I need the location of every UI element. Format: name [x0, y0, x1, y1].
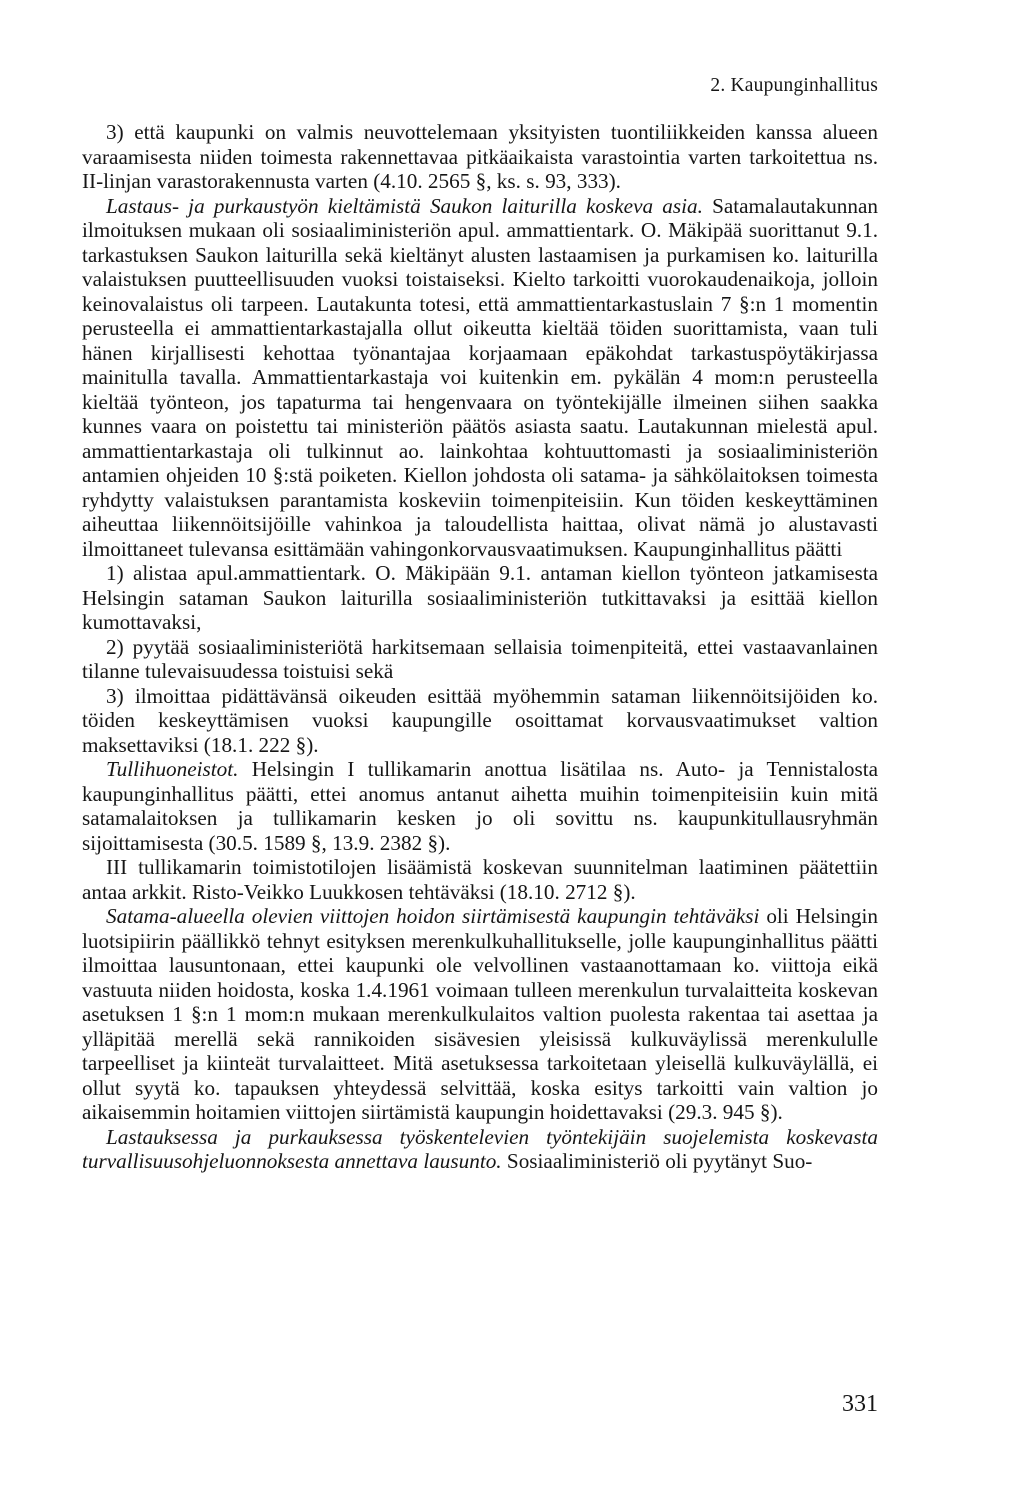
paragraph-text: 3) ilmoittaa pidättävänsä oikeuden esittää myöhemmin sataman liikennöitsijöiden ko. töiden keskeyttämisen vuoksi kaupungille osoittamat korvausvaatimukset valtion maksettaviksi (18.1. 222 §). [82, 683, 878, 757]
paragraph-p3 [82, 561, 878, 635]
paragraph-text: Helsingin I tullikamarin anottua lisätilaa ns. Auto- ja Tennistalosta kaupunginhallitus päätti, ettei anomus antanut aihetta muihin toimenpiteisiin kuin mitä satamalaitoksen ja tullikamarin kesken jo oli sovittu ns. kaupunkitullausryhmän sijoittamisesta (30.5. 1589 §, 13.9. 2382 §). [82, 757, 878, 855]
paragraph-p7 [82, 855, 878, 904]
paragraph-heading: Lastaus- ja purkaustyön kieltämistä Saukon laiturilla koskeva asia. [106, 193, 703, 218]
paragraph-p1 [82, 120, 878, 194]
paragraph-heading: Tullihuoneistot. [106, 757, 239, 781]
running-header: 2. Kaupunginhallitus [710, 75, 878, 96]
paragraph-p4 [82, 635, 878, 684]
paragraph-text: 3) että kaupunki on valmis neuvottelemaan yksityisten tuontiliikkeiden kanssa alueen varaamisesta niiden toimesta rakennettavaa pitkäaikaista varastointia varten tarkoitettua ns. II-linjan varastorakennusta varten (4.10. 2565 §, ks. s. 93, 333). [82, 120, 878, 193]
paragraph-heading: Satama-alueella olevien viittojen hoidon siirtämisestä kaupungin tehtäväksi [106, 904, 760, 928]
paragraph-p5 [82, 684, 878, 758]
paragraph-text: oli Helsingin luotsipiirin päällikkö tehnyt esityksen merenkulkuhallitukselle, jolle kaupunginhallitus päätti ilmoittaa lausuntonaan, ettei kaupunki ole velvollinen vastaanottamaan ko. viittoja eikä vastuuta niiden hoidosta, koska 1.4.1961 voimaan tulleen merenkulun turvalaitteita koskevan asetuksen 1 §:n 1 mom:n mukaan merenkulkulaitos valtion puolesta rakentaa tai asettaa ja ylläpitää merellä sekä rannikoiden sisävesien yleisissä kulkuväylissä merenkululle tarpeelliset ja kiinteät turvalaitteet. Mitä asetuksessa tarkoitetaan yleisellä kulkuväylällä, ei ollut syytä ko. tapauksen yhteydessä selvittää, koska esitys tarkoitti vain valtion jo aikaisemmin hoitamien viittojen siirtämistä kaupungin hoidettavaksi (29.3. 945 §). [82, 904, 878, 1124]
paragraph-p6 [82, 757, 878, 855]
document-body [82, 120, 878, 1174]
paragraph-text: 1) alistaa apul.ammattientark. O. Mäkipään 9.1. antaman kiellon työnteon jatkamisesta Helsingin sataman Saukon laiturilla sosiaaliministeriön tutkittavaksi ja esittää kiellon kumottavaksi, [82, 561, 878, 634]
paragraph-heading: Lastauksessa ja purkauksessa työskentelevien työntekijäin suojelemista koskevasta turvallisuusohjeluonnoksesta annettava lausunto. [82, 1124, 878, 1173]
paragraph-p2 [82, 194, 878, 562]
page-number: 331 [842, 1391, 878, 1417]
paragraph-text: III tullikamarin toimistotilojen lisäämistä koskevan suunnitelman laatiminen päätettiin antaa arkkit. Risto-Veikko Luukkosen tehtäväksi (18.10. 2712 §). [82, 855, 878, 904]
paragraph-p9 [82, 1125, 878, 1174]
paragraph-text: 2) pyytää sosiaaliministeriötä harkitsemaan sellaisia toimenpiteitä, ettei vastaavanlainen tilanne tulevaisuudessa toistuisi sekä [82, 634, 878, 683]
paragraph-text: Sosiaaliministeriö oli pyytänyt Suo- [501, 1149, 813, 1173]
paragraph-text: Satamalautakunnan ilmoituksen mukaan oli sosiaaliministeriön apul. ammattientark. O. Mäkipää suorittanut 9.1. tarkastuksen Saukon laiturilla sekä kieltänyt alusten lastaamisen ja purkamisen ko. laiturilla valaistuksen puutteellisuuden vuoksi toistaiseksi. Kielto tarkoitti vuorokaudenaikoja, jolloin keinovalaistus oli tarpeen. Lautakunta totesi, että ammattientarkastuslain 7 §:n 1 momentin perusteella ei ammattientarkastajalla ollut oikeutta kieltää töiden suorittamista, vaan tuli hänen kirjallisesti kehottaa työnantajaa korjaamaan epäkohdat tarkastuspöytäkirjassa mainitulla tavalla. Ammattientarkastaja voi kuitenkin em. pykälän 4 mom:n perusteella kieltää työnteon, jos tapaturma tai hengenvaara on työntekijälle ilmeinen siihen saakka kunnes vaara on poistettu tai ministeriön päätös asiasta saatu. Lautakunnan mielestä apul. ammattientarkastaja oli tulkinnut ao. lainkohtaa kohtuuttomasti ja sosiaaliministeriön antamien ohjeiden 10 §:stä poiketen. Kiellon johdosta oli satama- ja sähkölaitoksen toimesta ryhdytty valaistuksen parantamista koskeviin toimenpiteisiin. Kun töiden keskeyttäminen aiheuttaa liikennöitsijöille vahinkoa ja taloudellista haittaa, olivat nämä jo alustavasti ilmoittaneet tulevansa esittämään vahingonkorvausvaatimuksen. Kaupunginhallitus päätti [82, 193, 878, 561]
paragraph-p8 [82, 904, 878, 1125]
